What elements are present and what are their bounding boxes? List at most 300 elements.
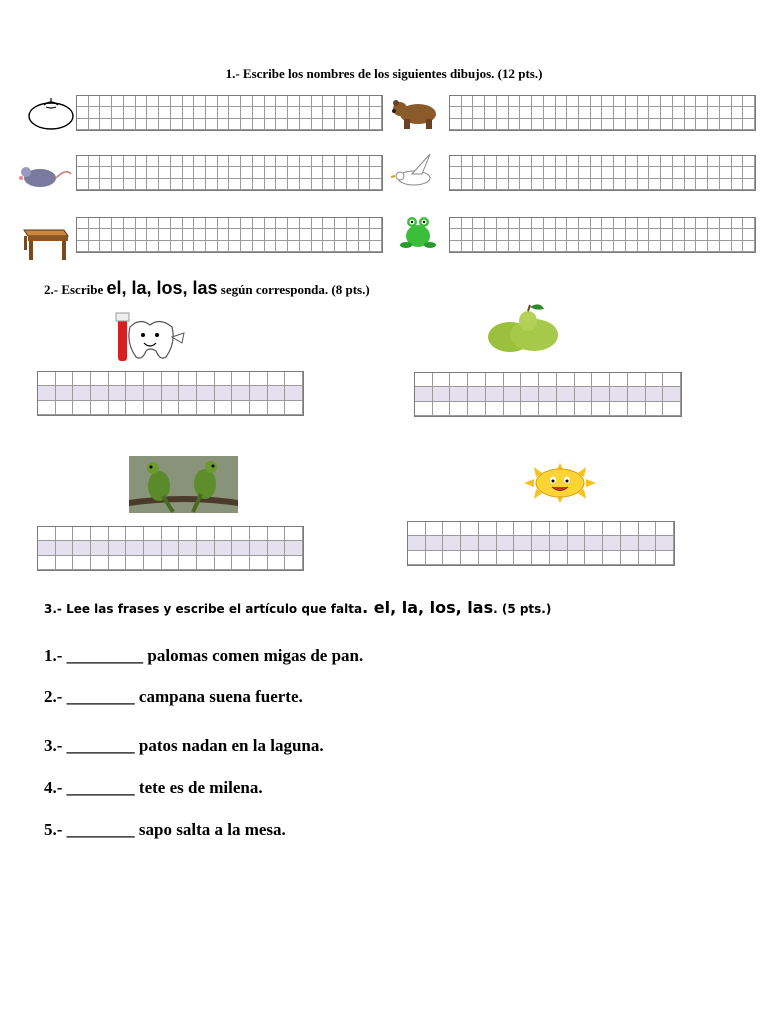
grid-cell[interactable] bbox=[312, 119, 324, 130]
grid-cell[interactable] bbox=[708, 241, 720, 252]
grid-cell[interactable] bbox=[473, 179, 485, 190]
grid-cell[interactable] bbox=[194, 156, 206, 167]
grid-cell[interactable] bbox=[253, 156, 265, 167]
grid-cell[interactable] bbox=[38, 527, 56, 541]
grid-cell[interactable] bbox=[89, 179, 101, 190]
grid-cell[interactable] bbox=[183, 96, 195, 107]
grid-cell[interactable] bbox=[276, 119, 288, 130]
grid-cell[interactable] bbox=[206, 156, 218, 167]
grid-cell[interactable] bbox=[626, 156, 638, 167]
grid-cell[interactable] bbox=[661, 107, 673, 118]
grid-cell[interactable] bbox=[215, 372, 233, 386]
grid-cell[interactable] bbox=[124, 218, 136, 229]
grid-cell[interactable] bbox=[253, 218, 265, 229]
grid-cell[interactable] bbox=[579, 96, 591, 107]
grid-cell[interactable] bbox=[77, 96, 89, 107]
grid-cell[interactable] bbox=[171, 119, 183, 130]
grid-cell[interactable] bbox=[408, 536, 426, 550]
grid-cell[interactable] bbox=[638, 167, 650, 178]
grid-cell[interactable] bbox=[253, 107, 265, 118]
answer-grid-tooth[interactable] bbox=[37, 371, 304, 416]
grid-cell[interactable] bbox=[359, 241, 371, 252]
grid-cell[interactable] bbox=[335, 156, 347, 167]
grid-cell[interactable] bbox=[579, 119, 591, 130]
grid-cell[interactable] bbox=[171, 229, 183, 240]
answer-grid-tomato[interactable] bbox=[76, 95, 383, 131]
grid-cell[interactable] bbox=[197, 556, 215, 570]
grid-cell[interactable] bbox=[591, 229, 603, 240]
grid-cell[interactable] bbox=[556, 218, 568, 229]
grid-cell[interactable] bbox=[591, 167, 603, 178]
grid-cell[interactable] bbox=[485, 179, 497, 190]
grid-cell[interactable] bbox=[696, 229, 708, 240]
grid-cell[interactable] bbox=[370, 96, 382, 107]
grid-cell[interactable] bbox=[544, 218, 556, 229]
grid-cell[interactable] bbox=[229, 107, 241, 118]
grid-cell[interactable] bbox=[592, 402, 610, 416]
grid-cell[interactable] bbox=[73, 401, 91, 415]
grid-cell[interactable] bbox=[696, 107, 708, 118]
grid-cell[interactable] bbox=[312, 229, 324, 240]
grid-cell[interactable] bbox=[288, 107, 300, 118]
grid-cell[interactable] bbox=[77, 241, 89, 252]
grid-cell[interactable] bbox=[462, 241, 474, 252]
grid-cell[interactable] bbox=[100, 156, 112, 167]
grid-cell[interactable] bbox=[732, 96, 744, 107]
grid-cell[interactable] bbox=[197, 386, 215, 400]
grid-cell[interactable] bbox=[300, 119, 312, 130]
grid-cell[interactable] bbox=[646, 373, 664, 387]
grid-cell[interactable] bbox=[708, 167, 720, 178]
grid-cell[interactable] bbox=[568, 522, 586, 536]
grid-cell[interactable] bbox=[567, 156, 579, 167]
grid-cell[interactable] bbox=[575, 402, 593, 416]
grid-cell[interactable] bbox=[485, 167, 497, 178]
grid-cell[interactable] bbox=[575, 373, 593, 387]
grid-cell[interactable] bbox=[159, 241, 171, 252]
grid-cell[interactable] bbox=[323, 218, 335, 229]
grid-cell[interactable] bbox=[136, 107, 148, 118]
grid-cell[interactable] bbox=[347, 96, 359, 107]
grid-cell[interactable] bbox=[253, 96, 265, 107]
grid-cell[interactable] bbox=[520, 107, 532, 118]
grid-cell[interactable] bbox=[126, 372, 144, 386]
grid-cell[interactable] bbox=[649, 167, 661, 178]
grid-cell[interactable] bbox=[685, 107, 697, 118]
grid-cell[interactable] bbox=[124, 107, 136, 118]
grid-cell[interactable] bbox=[359, 156, 371, 167]
grid-cell[interactable] bbox=[656, 536, 674, 550]
grid-cell[interactable] bbox=[147, 167, 159, 178]
grid-cell[interactable] bbox=[323, 156, 335, 167]
grid-cell[interactable] bbox=[250, 541, 268, 555]
grid-cell[interactable] bbox=[473, 156, 485, 167]
grid-cell[interactable] bbox=[147, 156, 159, 167]
grid-cell[interactable] bbox=[218, 241, 230, 252]
grid-cell[interactable] bbox=[285, 527, 303, 541]
grid-cell[interactable] bbox=[241, 218, 253, 229]
grid-cell[interactable] bbox=[136, 96, 148, 107]
grid-cell[interactable] bbox=[539, 387, 557, 401]
grid-cell[interactable] bbox=[708, 156, 720, 167]
grid-cell[interactable] bbox=[673, 167, 685, 178]
grid-cell[interactable] bbox=[100, 119, 112, 130]
grid-cell[interactable] bbox=[603, 536, 621, 550]
grid-cell[interactable] bbox=[638, 218, 650, 229]
grid-cell[interactable] bbox=[544, 96, 556, 107]
grid-cell[interactable] bbox=[521, 387, 539, 401]
answer-grid-sun[interactable] bbox=[407, 521, 675, 566]
grid-cell[interactable] bbox=[708, 218, 720, 229]
grid-cell[interactable] bbox=[626, 119, 638, 130]
grid-cell[interactable] bbox=[112, 167, 124, 178]
grid-cell[interactable] bbox=[532, 156, 544, 167]
grid-cell[interactable] bbox=[544, 229, 556, 240]
grid-cell[interactable] bbox=[183, 167, 195, 178]
grid-cell[interactable] bbox=[91, 386, 109, 400]
grid-cell[interactable] bbox=[171, 156, 183, 167]
grid-cell[interactable] bbox=[250, 386, 268, 400]
grid-cell[interactable] bbox=[473, 241, 485, 252]
grid-cell[interactable] bbox=[312, 241, 324, 252]
grid-cell[interactable] bbox=[335, 241, 347, 252]
grid-cell[interactable] bbox=[532, 119, 544, 130]
grid-cell[interactable] bbox=[603, 551, 621, 565]
grid-cell[interactable] bbox=[136, 167, 148, 178]
grid-cell[interactable] bbox=[614, 229, 626, 240]
grid-cell[interactable] bbox=[136, 119, 148, 130]
grid-cell[interactable] bbox=[194, 96, 206, 107]
grid-cell[interactable] bbox=[194, 229, 206, 240]
grid-cell[interactable] bbox=[462, 229, 474, 240]
grid-cell[interactable] bbox=[183, 107, 195, 118]
grid-cell[interactable] bbox=[179, 401, 197, 415]
grid-cell[interactable] bbox=[663, 387, 681, 401]
grid-cell[interactable] bbox=[509, 229, 521, 240]
grid-cell[interactable] bbox=[171, 218, 183, 229]
grid-cell[interactable] bbox=[486, 402, 504, 416]
grid-cell[interactable] bbox=[732, 179, 744, 190]
grid-cell[interactable] bbox=[462, 167, 474, 178]
grid-cell[interactable] bbox=[124, 119, 136, 130]
grid-cell[interactable] bbox=[109, 527, 127, 541]
grid-cell[interactable] bbox=[743, 96, 755, 107]
grid-cell[interactable] bbox=[112, 229, 124, 240]
grid-cell[interactable] bbox=[638, 119, 650, 130]
grid-cell[interactable] bbox=[696, 156, 708, 167]
grid-cell[interactable] bbox=[159, 107, 171, 118]
grid-cell[interactable] bbox=[347, 107, 359, 118]
grid-cell[interactable] bbox=[602, 229, 614, 240]
grid-cell[interactable] bbox=[159, 96, 171, 107]
grid-cell[interactable] bbox=[77, 107, 89, 118]
grid-cell[interactable] bbox=[276, 167, 288, 178]
grid-cell[interactable] bbox=[673, 229, 685, 240]
grid-cell[interactable] bbox=[312, 107, 324, 118]
grid-cell[interactable] bbox=[450, 402, 468, 416]
grid-cell[interactable] bbox=[649, 218, 661, 229]
grid-cell[interactable] bbox=[639, 551, 657, 565]
grid-cell[interactable] bbox=[232, 386, 250, 400]
grid-cell[interactable] bbox=[520, 96, 532, 107]
grid-cell[interactable] bbox=[206, 119, 218, 130]
grid-cell[interactable] bbox=[673, 107, 685, 118]
grid-cell[interactable] bbox=[614, 218, 626, 229]
grid-cell[interactable] bbox=[206, 218, 218, 229]
grid-cell[interactable] bbox=[450, 179, 462, 190]
grid-cell[interactable] bbox=[162, 527, 180, 541]
grid-cell[interactable] bbox=[743, 218, 755, 229]
grid-cell[interactable] bbox=[183, 119, 195, 130]
grid-cell[interactable] bbox=[638, 107, 650, 118]
grid-cell[interactable] bbox=[100, 241, 112, 252]
grid-cell[interactable] bbox=[567, 96, 579, 107]
grid-cell[interactable] bbox=[276, 241, 288, 252]
grid-cell[interactable] bbox=[229, 119, 241, 130]
grid-cell[interactable] bbox=[179, 386, 197, 400]
grid-cell[interactable] bbox=[614, 107, 626, 118]
grid-cell[interactable] bbox=[241, 156, 253, 167]
grid-cell[interactable] bbox=[544, 179, 556, 190]
grid-cell[interactable] bbox=[77, 229, 89, 240]
grid-cell[interactable] bbox=[509, 156, 521, 167]
grid-cell[interactable] bbox=[126, 527, 144, 541]
grid-cell[interactable] bbox=[626, 179, 638, 190]
grid-cell[interactable] bbox=[556, 107, 568, 118]
grid-cell[interactable] bbox=[206, 179, 218, 190]
grid-cell[interactable] bbox=[197, 372, 215, 386]
grid-cell[interactable] bbox=[253, 229, 265, 240]
grid-cell[interactable] bbox=[509, 241, 521, 252]
grid-cell[interactable] bbox=[626, 167, 638, 178]
grid-cell[interactable] bbox=[126, 401, 144, 415]
grid-cell[interactable] bbox=[673, 156, 685, 167]
grid-cell[interactable] bbox=[347, 156, 359, 167]
grid-cell[interactable] bbox=[485, 96, 497, 107]
grid-cell[interactable] bbox=[661, 156, 673, 167]
grid-cell[interactable] bbox=[100, 179, 112, 190]
grid-cell[interactable] bbox=[56, 401, 74, 415]
grid-cell[interactable] bbox=[179, 541, 197, 555]
grid-cell[interactable] bbox=[300, 107, 312, 118]
grid-cell[interactable] bbox=[568, 551, 586, 565]
grid-cell[interactable] bbox=[497, 107, 509, 118]
grid-cell[interactable] bbox=[112, 218, 124, 229]
grid-cell[interactable] bbox=[696, 96, 708, 107]
grid-cell[interactable] bbox=[56, 556, 74, 570]
grid-cell[interactable] bbox=[89, 167, 101, 178]
grid-cell[interactable] bbox=[450, 229, 462, 240]
grid-cell[interactable] bbox=[288, 229, 300, 240]
grid-cell[interactable] bbox=[485, 119, 497, 130]
grid-cell[interactable] bbox=[579, 241, 591, 252]
grid-cell[interactable] bbox=[112, 241, 124, 252]
grid-cell[interactable] bbox=[89, 107, 101, 118]
grid-cell[interactable] bbox=[602, 179, 614, 190]
grid-cell[interactable] bbox=[639, 522, 657, 536]
grid-cell[interactable] bbox=[38, 556, 56, 570]
grid-cell[interactable] bbox=[544, 241, 556, 252]
grid-cell[interactable] bbox=[426, 551, 444, 565]
grid-cell[interactable] bbox=[685, 218, 697, 229]
grid-cell[interactable] bbox=[743, 241, 755, 252]
grid-cell[interactable] bbox=[250, 527, 268, 541]
grid-cell[interactable] bbox=[276, 179, 288, 190]
grid-cell[interactable] bbox=[370, 167, 382, 178]
grid-cell[interactable] bbox=[335, 167, 347, 178]
grid-cell[interactable] bbox=[550, 536, 568, 550]
grid-cell[interactable] bbox=[450, 119, 462, 130]
grid-cell[interactable] bbox=[415, 402, 433, 416]
grid-cell[interactable] bbox=[696, 241, 708, 252]
answer-grid-frog[interactable] bbox=[449, 217, 756, 253]
grid-cell[interactable] bbox=[276, 96, 288, 107]
grid-cell[interactable] bbox=[720, 96, 732, 107]
grid-cell[interactable] bbox=[136, 179, 148, 190]
grid-cell[interactable] bbox=[661, 229, 673, 240]
grid-cell[interactable] bbox=[614, 241, 626, 252]
grid-cell[interactable] bbox=[602, 218, 614, 229]
grid-cell[interactable] bbox=[656, 551, 674, 565]
grid-cell[interactable] bbox=[241, 119, 253, 130]
grid-cell[interactable] bbox=[147, 107, 159, 118]
grid-cell[interactable] bbox=[567, 167, 579, 178]
grid-cell[interactable] bbox=[626, 218, 638, 229]
grid-cell[interactable] bbox=[497, 522, 515, 536]
grid-cell[interactable] bbox=[450, 218, 462, 229]
grid-cell[interactable] bbox=[359, 218, 371, 229]
grid-cell[interactable] bbox=[461, 536, 479, 550]
grid-cell[interactable] bbox=[77, 167, 89, 178]
grid-cell[interactable] bbox=[743, 119, 755, 130]
grid-cell[interactable] bbox=[323, 179, 335, 190]
grid-cell[interactable] bbox=[544, 107, 556, 118]
grid-cell[interactable] bbox=[136, 229, 148, 240]
grid-cell[interactable] bbox=[268, 527, 286, 541]
grid-cell[interactable] bbox=[426, 536, 444, 550]
grid-cell[interactable] bbox=[112, 156, 124, 167]
grid-cell[interactable] bbox=[743, 156, 755, 167]
grid-cell[interactable] bbox=[661, 96, 673, 107]
grid-cell[interactable] bbox=[250, 401, 268, 415]
grid-cell[interactable] bbox=[229, 179, 241, 190]
grid-cell[interactable] bbox=[462, 179, 474, 190]
grid-cell[interactable] bbox=[550, 551, 568, 565]
grid-cell[interactable] bbox=[218, 156, 230, 167]
grid-cell[interactable] bbox=[509, 96, 521, 107]
grid-cell[interactable] bbox=[179, 527, 197, 541]
grid-cell[interactable] bbox=[462, 119, 474, 130]
grid-cell[interactable] bbox=[591, 119, 603, 130]
answer-grid-pears[interactable] bbox=[414, 372, 682, 417]
grid-cell[interactable] bbox=[206, 167, 218, 178]
grid-cell[interactable] bbox=[626, 229, 638, 240]
grid-cell[interactable] bbox=[56, 527, 74, 541]
grid-cell[interactable] bbox=[194, 218, 206, 229]
grid-cell[interactable] bbox=[276, 218, 288, 229]
grid-cell[interactable] bbox=[56, 372, 74, 386]
grid-cell[interactable] bbox=[462, 107, 474, 118]
grid-cell[interactable] bbox=[183, 156, 195, 167]
grid-cell[interactable] bbox=[567, 119, 579, 130]
grid-cell[interactable] bbox=[124, 241, 136, 252]
grid-cell[interactable] bbox=[732, 156, 744, 167]
grid-cell[interactable] bbox=[532, 536, 550, 550]
grid-cell[interactable] bbox=[708, 179, 720, 190]
grid-cell[interactable] bbox=[585, 551, 603, 565]
answer-grid-table[interactable] bbox=[76, 217, 383, 253]
grid-cell[interactable] bbox=[504, 373, 522, 387]
grid-cell[interactable] bbox=[359, 96, 371, 107]
grid-cell[interactable] bbox=[646, 387, 664, 401]
grid-cell[interactable] bbox=[100, 107, 112, 118]
grid-cell[interactable] bbox=[685, 119, 697, 130]
grid-cell[interactable] bbox=[673, 119, 685, 130]
grid-cell[interactable] bbox=[144, 386, 162, 400]
grid-cell[interactable] bbox=[232, 556, 250, 570]
grid-cell[interactable] bbox=[497, 179, 509, 190]
grid-cell[interactable] bbox=[450, 156, 462, 167]
grid-cell[interactable] bbox=[38, 372, 56, 386]
grid-cell[interactable] bbox=[649, 156, 661, 167]
grid-cell[interactable] bbox=[661, 241, 673, 252]
grid-cell[interactable] bbox=[241, 229, 253, 240]
grid-cell[interactable] bbox=[661, 167, 673, 178]
grid-cell[interactable] bbox=[232, 401, 250, 415]
grid-cell[interactable] bbox=[285, 386, 303, 400]
grid-cell[interactable] bbox=[649, 241, 661, 252]
grid-cell[interactable] bbox=[73, 556, 91, 570]
grid-cell[interactable] bbox=[579, 229, 591, 240]
grid-cell[interactable] bbox=[602, 96, 614, 107]
grid-cell[interactable] bbox=[100, 96, 112, 107]
grid-cell[interactable] bbox=[232, 541, 250, 555]
grid-cell[interactable] bbox=[557, 402, 575, 416]
grid-cell[interactable] bbox=[638, 229, 650, 240]
grid-cell[interactable] bbox=[579, 218, 591, 229]
grid-cell[interactable] bbox=[268, 541, 286, 555]
grid-cell[interactable] bbox=[100, 218, 112, 229]
grid-cell[interactable] bbox=[514, 551, 532, 565]
grid-cell[interactable] bbox=[359, 179, 371, 190]
grid-cell[interactable] bbox=[144, 556, 162, 570]
grid-cell[interactable] bbox=[265, 119, 277, 130]
grid-cell[interactable] bbox=[720, 229, 732, 240]
grid-cell[interactable] bbox=[685, 96, 697, 107]
grid-cell[interactable] bbox=[646, 402, 664, 416]
grid-cell[interactable] bbox=[171, 107, 183, 118]
grid-cell[interactable] bbox=[720, 218, 732, 229]
grid-cell[interactable] bbox=[614, 156, 626, 167]
grid-cell[interactable] bbox=[159, 229, 171, 240]
grid-cell[interactable] bbox=[520, 179, 532, 190]
grid-cell[interactable] bbox=[312, 218, 324, 229]
grid-cell[interactable] bbox=[591, 156, 603, 167]
grid-cell[interactable] bbox=[206, 96, 218, 107]
grid-cell[interactable] bbox=[144, 541, 162, 555]
grid-cell[interactable] bbox=[162, 556, 180, 570]
grid-cell[interactable] bbox=[147, 241, 159, 252]
grid-cell[interactable] bbox=[579, 156, 591, 167]
grid-cell[interactable] bbox=[285, 401, 303, 415]
grid-cell[interactable] bbox=[521, 373, 539, 387]
grid-cell[interactable] bbox=[539, 373, 557, 387]
grid-cell[interactable] bbox=[218, 119, 230, 130]
grid-cell[interactable] bbox=[215, 386, 233, 400]
grid-cell[interactable] bbox=[509, 107, 521, 118]
grid-cell[interactable] bbox=[532, 96, 544, 107]
grid-cell[interactable] bbox=[194, 167, 206, 178]
